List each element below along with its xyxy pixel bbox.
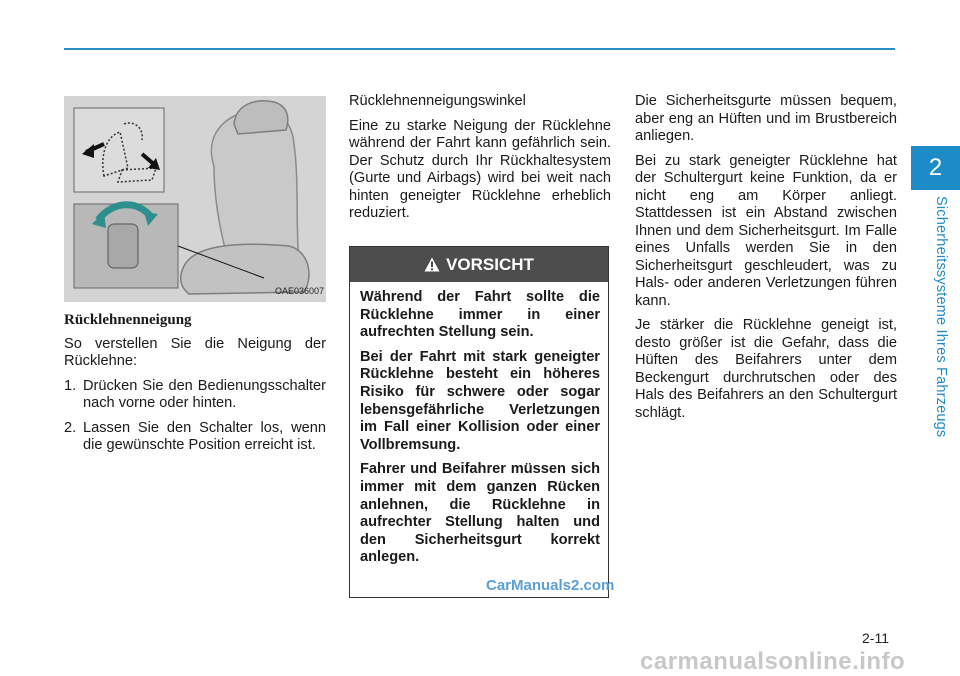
right-paragraph: Je stärker die Rücklehne geneigt ist, desto größer ist die Gefahr, dass die Hüften des Beifahrers unter dem Beckengurt durchrutschen oder des Hals des Beifahrers an den Schultergurt schlägt. (635, 317, 897, 421)
chapter-tab (911, 146, 960, 190)
step-number: 2. (64, 419, 77, 436)
chapter-number: 2 (928, 154, 943, 181)
right-paragraph: Bei zu stark geneigter Rücklehne hat der Schultergurt keine Funktion, da er nicht eng am Körper anliegt. Stattdessen ist ein Abstand zwischen Ihnen und dem Sicherheitsgurt. Im Falle eines Unfalls werden Sie in den Sicherheitsgurt geschleudert, was zu Hals- oder anderen Verletzungen führen kann. (635, 152, 897, 309)
page-number: 2-11 (862, 630, 889, 646)
caution-title: VORSICHT (446, 254, 534, 274)
middle-paragraph: Eine zu starke Neigung der Rücklehne während der Fahrt kann gefährlich sein. Der Schutz durch Ihr Rückhaltesystem (Gurte und Airbags) wird bei weit nach hinten geneigter Rücklehne erheblich reduziert. (349, 117, 611, 221)
left-column (64, 96, 326, 462)
section-intro: So verstellen Sie die Neigung der Rücklehne: (64, 335, 326, 369)
right-column (635, 93, 897, 429)
caution-body (350, 282, 608, 567)
right-paragraph: Die Sicherheitsgurte müssen bequem, aber eng an Hüften und im Brustbereich anliegen. (635, 93, 897, 144)
warning-triangle-icon (424, 257, 440, 272)
step-list (64, 378, 326, 455)
site-watermark: CarManuals2.com (486, 577, 615, 594)
middle-subheading: Rücklehnenneigungswinkel (349, 93, 526, 109)
header-rule (64, 48, 895, 50)
list-item (64, 420, 326, 455)
caution-box (349, 246, 609, 598)
caution-header (350, 247, 608, 282)
chapter-side-title: Sicherheitssysteme Ihres Fahrzeugs (933, 196, 949, 438)
step-text: Drücken Sie den Bedienungsschalter nach vorne oder hinten. (83, 377, 326, 411)
step-number: 1. (64, 377, 77, 394)
section-heading: Rücklehnenneigung (64, 312, 192, 328)
caution-paragraph: Bei der Fahrt mit stark geneigter Rücklehne besteht ein höheres Risiko für schwere oder sogar lebensgefährliche Verletzungen im Fall einer Kollision oder einer Vollbremsung. (360, 348, 600, 453)
list-item (64, 378, 326, 413)
step-text: Lassen Sie den Schalter los, wenn die gewünschte Position erreicht ist. (83, 419, 326, 453)
figure-code: OAE036007 (274, 285, 324, 296)
caution-paragraph: Fahrer und Beifahrer müssen sich immer mit dem ganzen Rücken anlehnen, die Rücklehne in aufrechter Stellung halten und den Sicherheitsgurt korrekt anlegen. (360, 461, 600, 566)
seat-recline-figure (64, 96, 326, 302)
middle-column (349, 93, 611, 230)
seat-illustration (64, 96, 326, 302)
caution-paragraph: Während der Fahrt sollte die Rücklehne immer in einer aufrechten Stellung sein. (360, 289, 600, 341)
bottom-watermark: carmanualsonline.info (640, 648, 906, 675)
